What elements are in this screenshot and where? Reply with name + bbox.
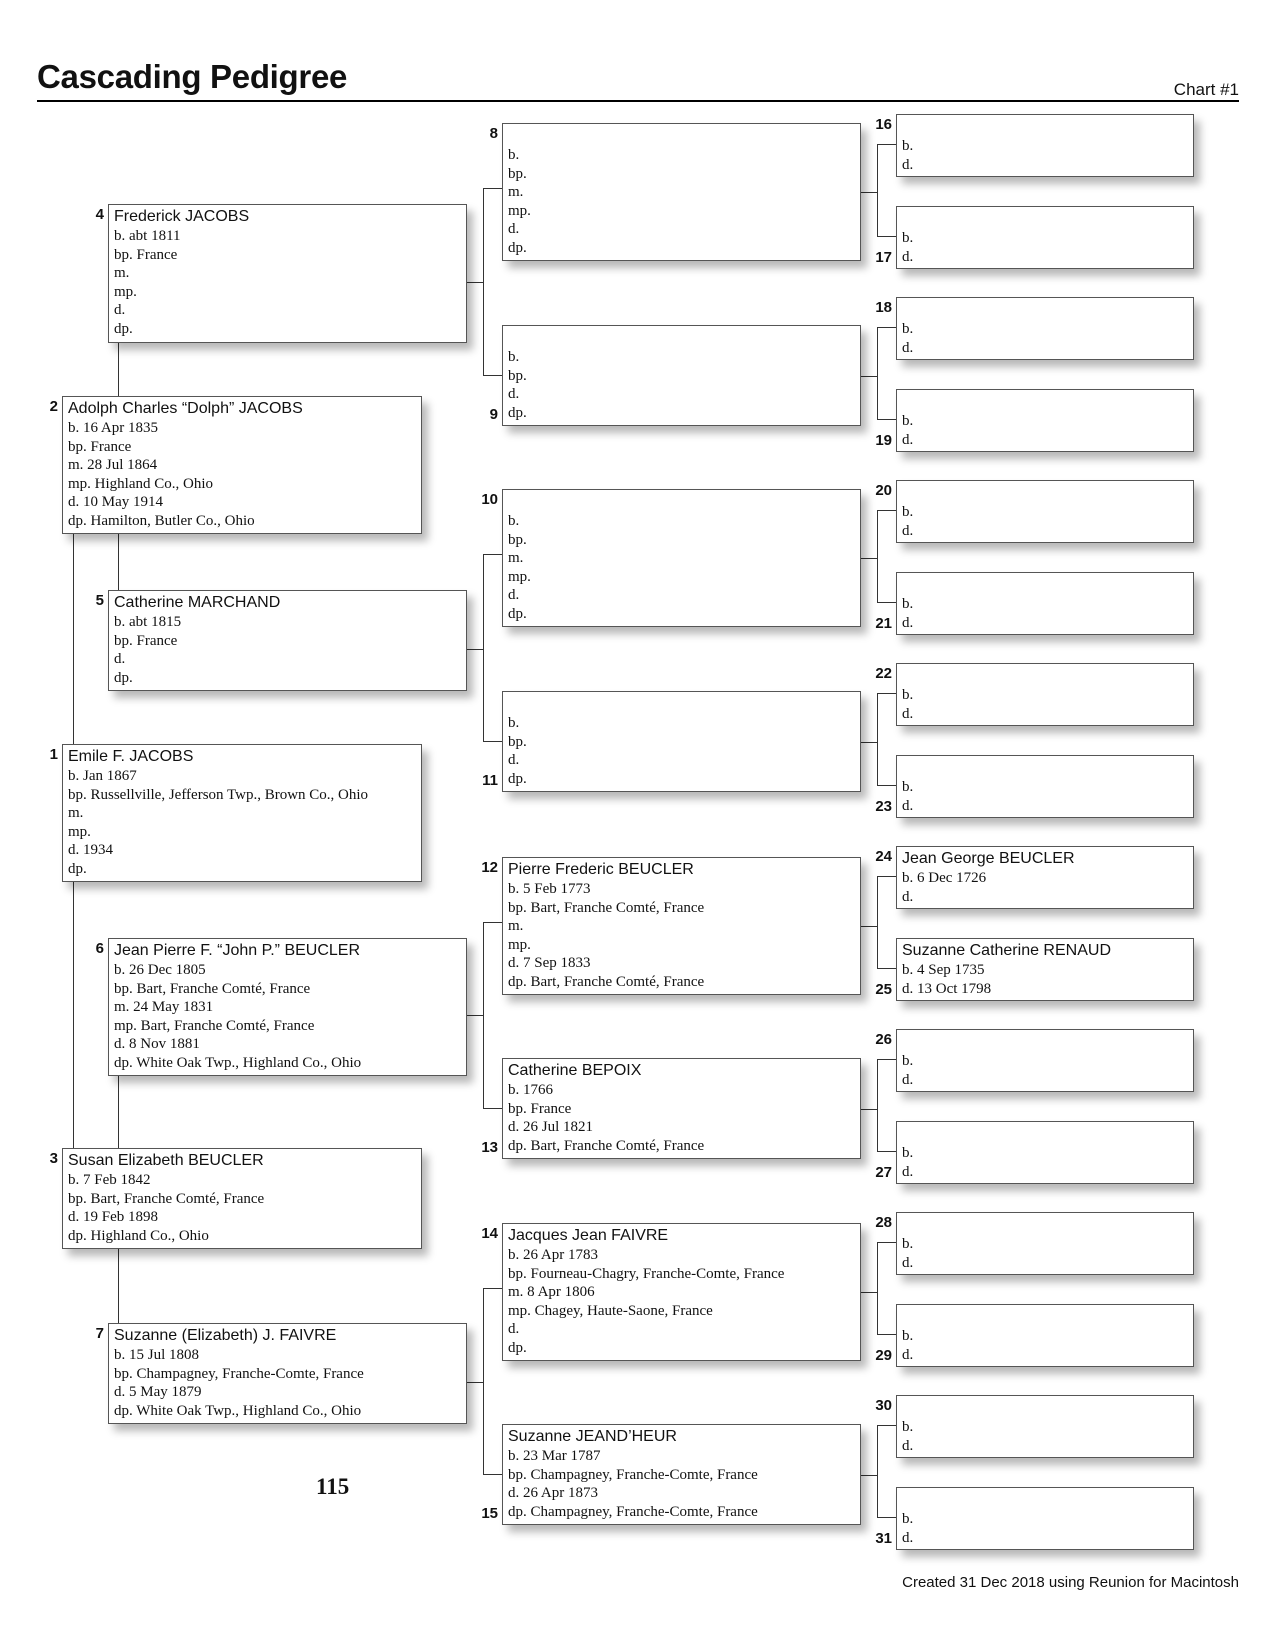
person-fact: b. 26 Dec 1805 [114,962,206,978]
person-fact: dp. White Oak Twp., Highland Co., Ohio [114,1054,362,1071]
connector-line [861,558,877,559]
person-fact: dp. [68,860,87,877]
person-box-1[interactable] [62,744,422,882]
person-fact: b. [902,1511,914,1527]
person-name: Pierre Frederic BEUCLER [508,861,694,878]
person-fact: d. [114,302,126,318]
person-name: Jean George BEUCLER [902,850,1075,867]
person-box-14[interactable] [502,1223,861,1361]
person-name [902,1123,1193,1144]
person-fact: dp. [508,1339,527,1356]
person-fact: d. 10 May 1914 [68,494,163,510]
person-name: Suzanne JEAND’HEUR [508,1428,677,1445]
person-fact: b. [902,230,914,246]
person-fact: b. 26 Apr 1783 [508,1247,598,1263]
person-name [902,1031,1193,1052]
person-box-18[interactable] [896,297,1194,360]
person-fact: b. [902,413,914,429]
person-fact: bp. Bart, Franche Comté, France [114,980,311,997]
person-name [902,482,1193,503]
person-fact: b. [508,147,520,163]
connector-line [877,1334,896,1335]
person-name [902,1214,1193,1235]
connector-line [877,236,896,237]
person-fact: m. [68,805,84,821]
connector-line [483,1288,484,1474]
connector-line [861,926,877,927]
person-name [902,299,1193,320]
person-fact: bp. France [68,438,132,455]
person-fact: b. [508,715,520,731]
person-name [902,1397,1193,1418]
person-name [508,693,860,714]
person-fact: bp. France [114,246,178,263]
person-fact: b. [902,687,914,703]
person-fact: d. 26 Apr 1873 [508,1485,598,1501]
connector-line [877,510,878,602]
person-box-26[interactable] [896,1029,1194,1092]
person-name [508,327,860,348]
person-fact: mp. Chagey, Haute-Saone, France [508,1302,713,1319]
person-fact: bp. [508,733,527,750]
person-box-22[interactable] [896,663,1194,726]
person-name [902,208,1193,229]
person-fact: dp. Highland Co., Ohio [68,1227,209,1244]
person-box-9[interactable] [502,325,861,426]
person-box-30[interactable] [896,1395,1194,1458]
connector-line [861,1475,877,1476]
person-box-25[interactable] [896,938,1194,1001]
connector-line [483,922,502,923]
person-fact: bp. France [508,1100,572,1117]
person-box-3[interactable] [62,1148,422,1249]
person-fact: b. 4 Sep 1735 [902,962,985,978]
ahnentafel-number: 20 [875,482,892,499]
person-name: Suzanne Catherine RENAUD [902,942,1111,959]
person-name [902,1489,1193,1510]
ahnentafel-number: 28 [875,1214,892,1231]
connector-line [861,1109,877,1110]
ahnentafel-number: 14 [481,1225,498,1242]
person-box-21[interactable] [896,572,1194,635]
person-fact: d. 19 Feb 1898 [68,1209,158,1225]
person-box-13[interactable] [502,1058,861,1159]
connector-line [877,785,896,786]
person-box-19[interactable] [896,389,1194,452]
ahnentafel-number: 8 [489,125,498,142]
person-name [902,665,1193,686]
person-fact: mp. [508,936,531,953]
person-fact: bp. Bart, Franche Comté, France [508,899,705,916]
ahnentafel-number: 13 [481,1139,498,1156]
connector-line [877,1242,896,1243]
person-fact: bp. Russellville, Jefferson Twp., Brown Co., Ohio [68,786,369,803]
connector-line [877,1242,878,1334]
connector-line [483,188,502,189]
person-fact: m. [114,265,130,281]
person-box-5[interactable] [108,590,467,691]
person-fact: b. abt 1815 [114,614,182,630]
person-fact: d. [902,156,914,173]
person-name [902,116,1193,137]
ahnentafel-number: 5 [95,592,104,609]
person-fact: bp. Champagney, Franche-Comte, France [508,1466,758,1483]
ahnentafel-number: 26 [875,1031,892,1048]
person-fact: d. [902,888,914,905]
ahnentafel-number: 3 [49,1150,58,1167]
person-fact: bp. France [114,632,178,649]
person-fact: b. [902,504,914,520]
person-fact: dp. [114,669,133,686]
ahnentafel-number: 15 [481,1505,498,1522]
person-fact: d. [902,614,914,631]
connector-line [877,693,878,785]
person-box-27[interactable] [896,1121,1194,1184]
connector-line [467,282,483,283]
connector-line [483,1108,502,1109]
person-fact: d. 26 Jul 1821 [508,1119,594,1135]
person-fact: b. 16 Apr 1835 [68,420,158,436]
connector-line [877,876,878,968]
ahnentafel-number: 12 [481,859,498,876]
person-name: Jean Pierre F. “John P.” BEUCLER [114,942,361,959]
person-fact: d. [902,248,914,265]
connector-line [877,1059,896,1060]
ahnentafel-number: 24 [875,848,892,865]
connector-line [483,741,502,742]
person-fact: d. [902,1437,914,1454]
person-name [508,491,860,512]
person-box-4[interactable] [108,204,467,343]
person-name: Catherine BEPOIX [508,1062,642,1079]
person-box-10[interactable] [502,489,861,627]
person-fact: d. [508,386,520,402]
person-fact: mp. [114,283,137,300]
person-fact: b. 6 Dec 1726 [902,870,987,886]
person-box-15[interactable] [502,1424,861,1525]
person-name: Susan Elizabeth BEUCLER [68,1152,264,1169]
person-fact: d. [902,522,914,539]
person-fact: b. 1766 [508,1082,553,1098]
person-fact: dp. Bart, Franche Comté, France [508,973,705,990]
person-box-23[interactable] [896,755,1194,818]
person-fact: d. [902,1529,914,1546]
connector-line [877,327,878,419]
person-name: Frederick JACOBS [114,208,250,225]
person-box-29[interactable] [896,1304,1194,1367]
ahnentafel-number: 30 [875,1397,892,1414]
person-box-24[interactable] [896,846,1194,909]
footer-credit: Created 31 Dec 2018 using Reunion for Macintosh [902,1574,1239,1591]
person-fact: mp. [508,202,531,219]
page-title: Cascading Pedigree [37,58,348,95]
person-fact: d. 1934 [68,842,113,858]
person-fact: d. 8 Nov 1881 [114,1036,200,1052]
connector-line [877,510,896,511]
ahnentafel-number: 23 [875,798,892,815]
connector-line [467,1382,483,1383]
person-fact: m. 28 Jul 1864 [68,457,158,473]
person-name: Adolph Charles “Dolph” JACOBS [68,400,303,417]
person-name [508,125,860,146]
ahnentafel-number: 27 [875,1164,892,1181]
person-box-8[interactable] [502,123,861,261]
person-fact: b. [902,1053,914,1069]
ahnentafel-number: 2 [49,398,58,415]
person-name [902,757,1193,778]
person-fact: mp. Highland Co., Ohio [68,475,213,492]
person-box-12[interactable] [502,857,861,995]
person-fact: bp. [508,165,527,182]
person-fact: b. 15 Jul 1808 [114,1347,200,1363]
person-box-20[interactable] [896,480,1194,543]
connector-line [483,375,502,376]
person-fact: b. Jan 1867 [68,768,137,784]
person-fact: d. [508,221,520,237]
person-box-2[interactable] [62,396,422,534]
connector-line [877,968,896,969]
person-fact: dp. [508,770,527,787]
person-fact: dp. [114,320,133,337]
person-name: Emile F. JACOBS [68,748,194,765]
person-fact: dp. [508,404,527,421]
person-name [902,391,1193,412]
person-name [902,1306,1193,1327]
person-fact: d. [508,1321,520,1337]
connector-line [861,376,877,377]
person-fact: bp. [508,531,527,548]
person-fact: dp. Champagney, Franche-Comte, France [508,1503,758,1520]
person-fact: d. [902,1163,914,1180]
person-fact: b. [508,349,520,365]
person-fact: dp. [508,605,527,622]
connector-line [877,419,896,420]
ahnentafel-number: 17 [875,249,892,266]
person-name [902,574,1193,595]
person-fact: b. [508,513,520,529]
person-fact: m. [508,550,524,566]
person-name: Suzanne (Elizabeth) J. FAIVRE [114,1327,337,1344]
ahnentafel-number: 29 [875,1347,892,1364]
person-fact: dp. Bart, Franche Comté, France [508,1137,705,1154]
person-fact: b. [902,1145,914,1161]
person-fact: d. [902,339,914,356]
person-fact: m. 24 May 1831 [114,999,214,1015]
connector-line [877,1425,896,1426]
person-fact: b. [902,1236,914,1252]
person-fact: dp. White Oak Twp., Highland Co., Ohio [114,1402,362,1419]
person-fact: m. [508,918,524,934]
person-box-16[interactable] [896,114,1194,177]
person-fact: b. [902,321,914,337]
connector-line [483,922,484,1108]
ahnentafel-number: 11 [482,772,498,789]
title-rule [37,100,1239,102]
connector-line [877,1425,878,1517]
ahnentafel-number: 22 [875,665,892,682]
person-fact: b. 5 Feb 1773 [508,881,591,897]
person-box-17[interactable] [896,206,1194,269]
person-fact: d. [902,1346,914,1363]
person-fact: dp. [508,239,527,256]
connector-line [877,327,896,328]
ahnentafel-number: 21 [875,615,892,632]
person-fact: d. [902,705,914,722]
person-fact: d. 7 Sep 1833 [508,955,591,971]
connector-line [877,602,896,603]
person-box-31[interactable] [896,1487,1194,1550]
connector-line [877,876,896,877]
person-fact: bp. Fourneau-Chagry, Franche-Comte, France [508,1265,785,1282]
connector-line [861,1292,877,1293]
person-fact: b. 7 Feb 1842 [68,1172,151,1188]
ahnentafel-number: 19 [875,432,892,449]
connector-line [483,1288,502,1289]
chart-number: Chart #1 [1173,80,1239,99]
person-name: Catherine MARCHAND [114,594,281,611]
connector-line [877,1517,896,1518]
ahnentafel-number: 31 [875,1530,892,1547]
connector-line [483,554,502,555]
person-fact: b. abt 1811 [114,228,181,244]
connector-line [877,693,896,694]
connector-line [861,742,877,743]
connector-line [483,554,484,741]
person-fact: bp. Champagney, Franche-Comte, France [114,1365,364,1382]
person-fact: b. [902,1328,914,1344]
person-box-28[interactable] [896,1212,1194,1275]
connector-line [877,1151,896,1152]
person-fact: d. [902,1071,914,1088]
ahnentafel-number: 1 [49,746,58,763]
connector-line [877,144,896,145]
connector-line [467,1015,483,1016]
ahnentafel-number: 4 [95,206,104,223]
ahnentafel-number: 6 [95,940,104,957]
person-fact: b. [902,779,914,795]
person-box-7[interactable] [108,1323,467,1424]
page-number: 115 [316,1474,350,1499]
person-fact: d. [902,1254,914,1271]
person-fact: d. [902,797,914,814]
person-fact: d. [508,587,520,603]
person-fact: b. 23 Mar 1787 [508,1448,601,1464]
person-fact: d. 13 Oct 1798 [902,980,992,997]
person-fact: bp. Bart, Franche Comté, France [68,1190,265,1207]
person-fact: d. [902,431,914,448]
connector-line [483,188,484,375]
ahnentafel-number: 7 [95,1325,104,1342]
ahnentafel-number: 25 [875,981,892,998]
person-fact: bp. [508,367,527,384]
person-fact: dp. Hamilton, Butler Co., Ohio [68,512,255,529]
person-fact: b. [902,1419,914,1435]
person-fact: d. 5 May 1879 [114,1384,202,1400]
ahnentafel-number: 18 [875,299,892,316]
person-fact: mp. Bart, Franche Comté, France [114,1017,315,1034]
person-box-6[interactable] [108,938,467,1076]
person-fact: mp. [68,823,91,840]
person-name: Jacques Jean FAIVRE [508,1227,669,1244]
person-fact: b. [902,596,914,612]
connector-line [483,1474,502,1475]
person-box-11[interactable] [502,691,861,792]
ahnentafel-number: 10 [481,491,498,508]
person-fact: mp. [508,568,531,585]
connector-line [877,1059,878,1151]
person-fact: d. [508,752,520,768]
connector-line [861,192,877,193]
person-fact: m. 8 Apr 1806 [508,1284,595,1300]
person-fact: b. [902,138,914,154]
ahnentafel-number: 16 [875,116,892,133]
ahnentafel-number: 9 [489,406,498,423]
person-fact: m. [508,184,524,200]
connector-line [877,144,878,236]
connector-line [467,649,483,650]
person-fact: d. [114,651,126,667]
